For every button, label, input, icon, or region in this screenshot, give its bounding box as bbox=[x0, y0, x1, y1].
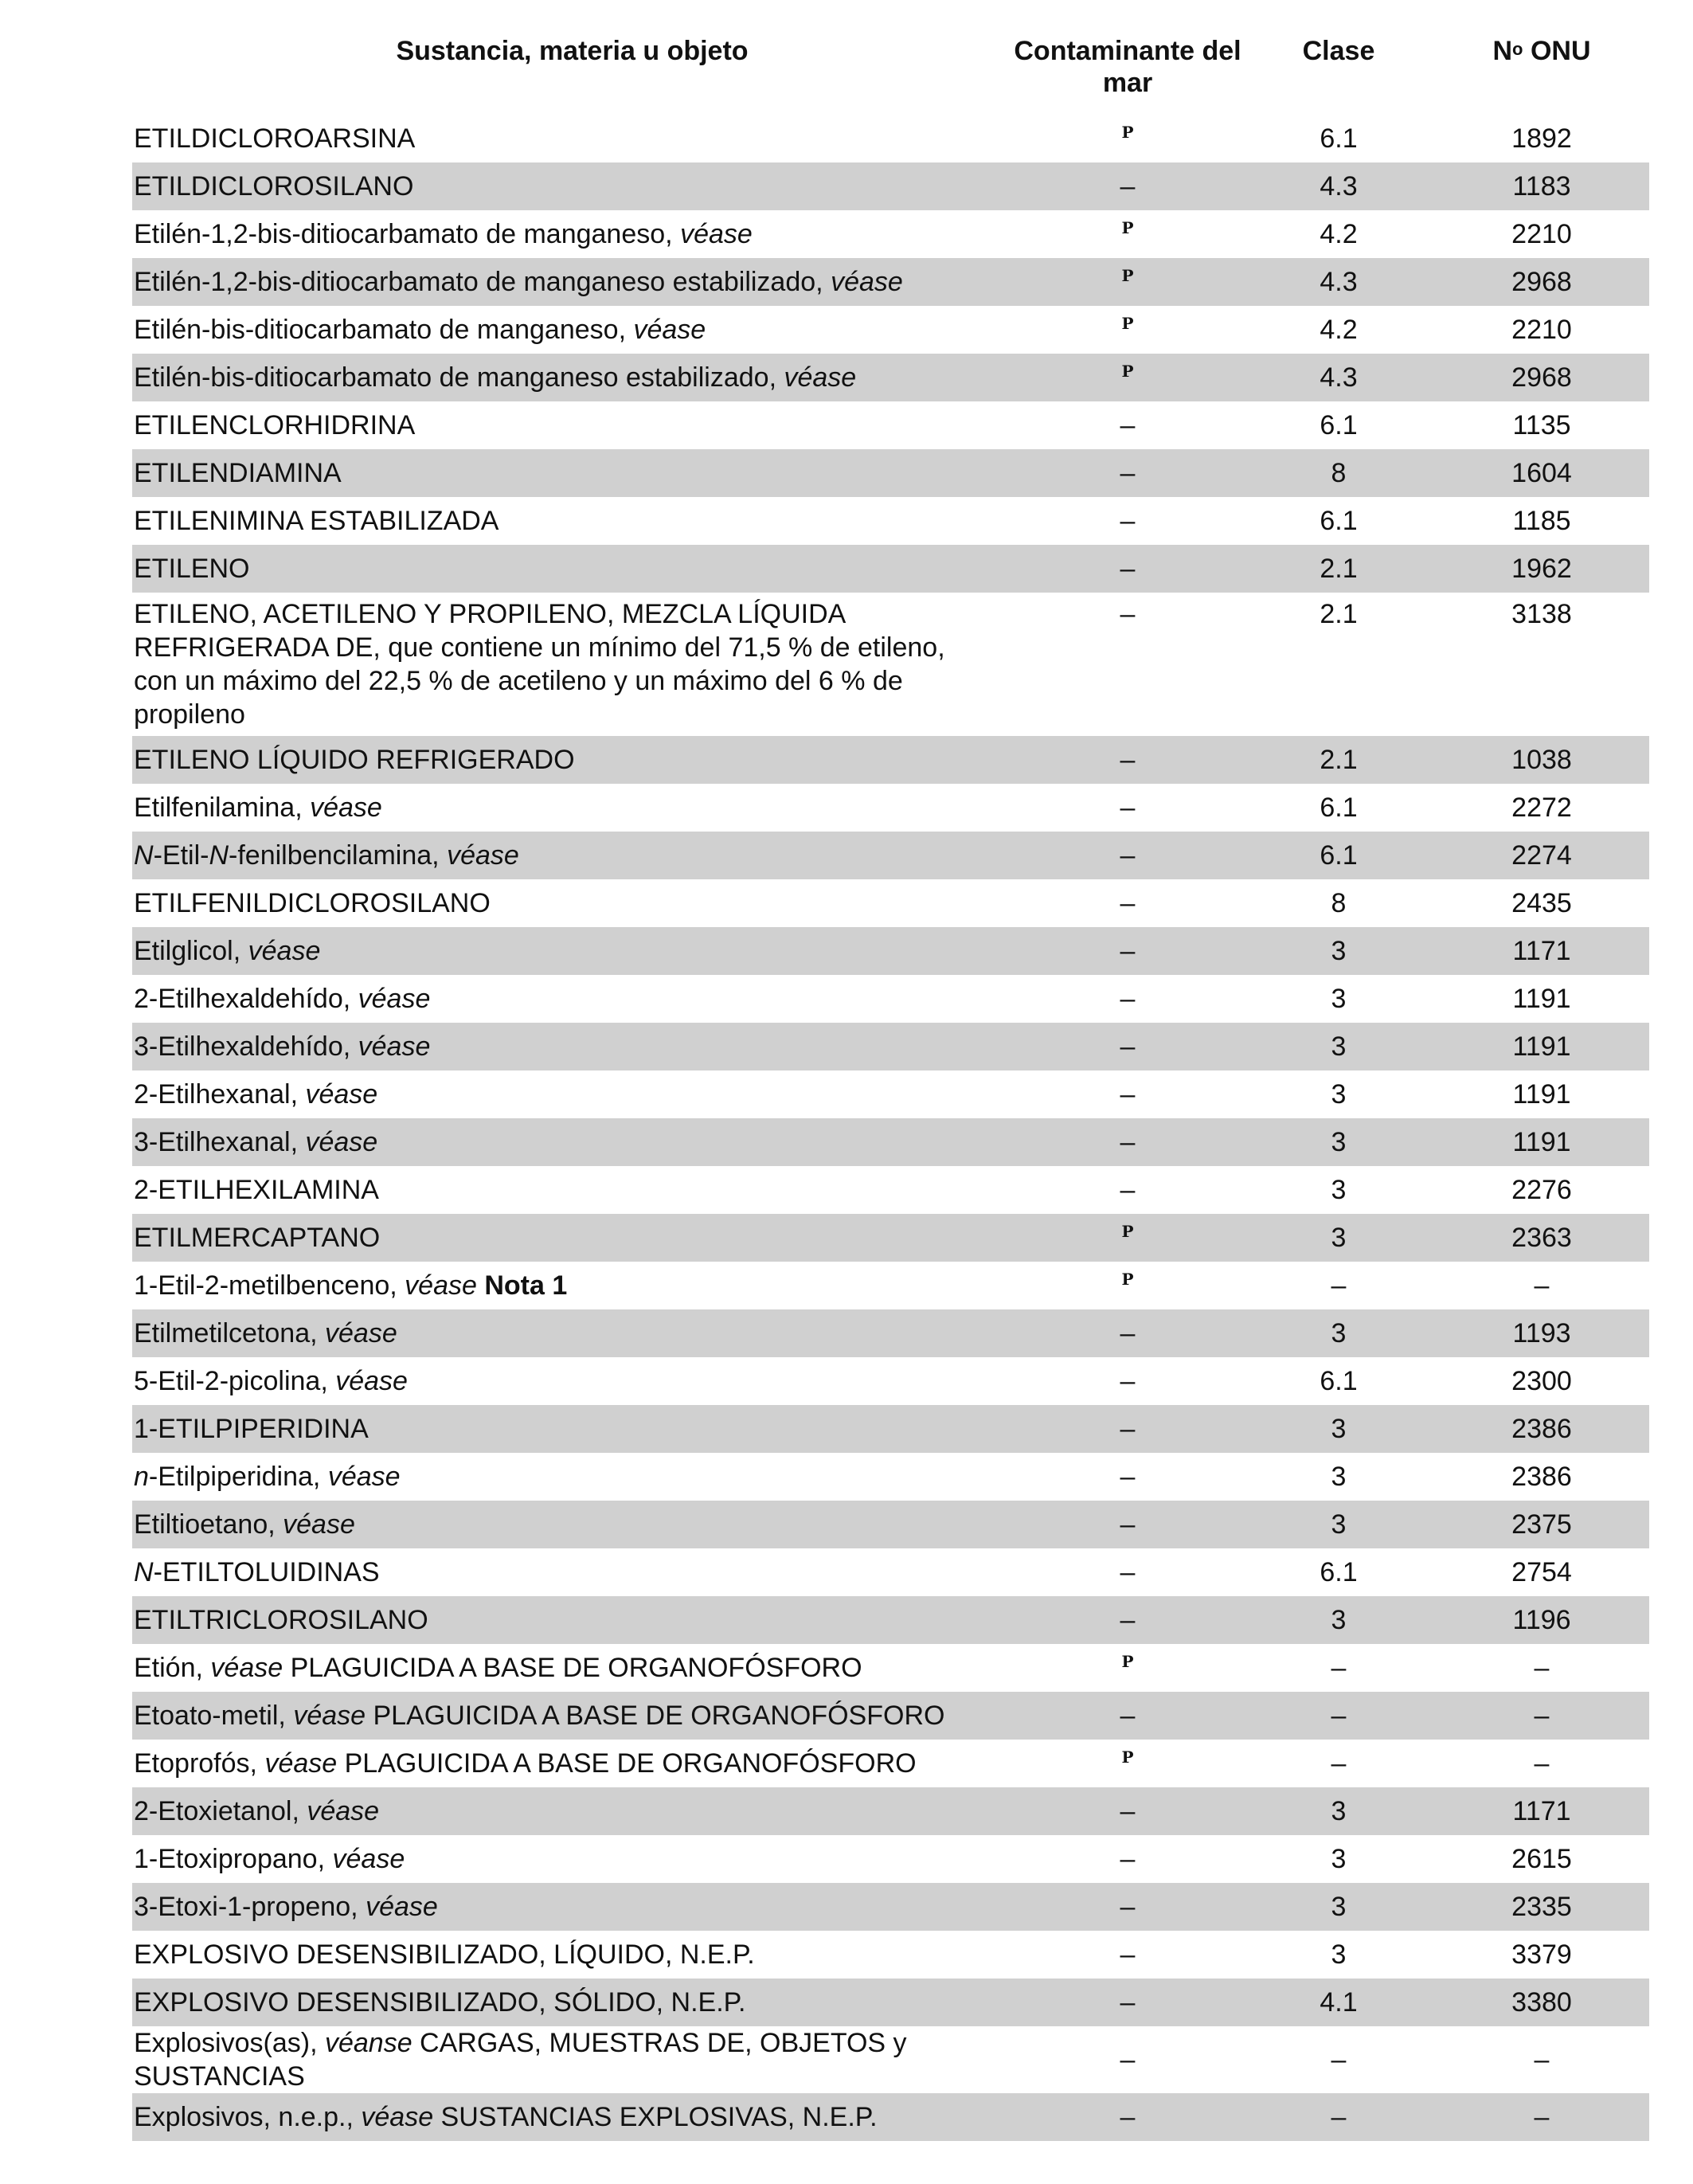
cell-class: 4.3 bbox=[1243, 258, 1434, 306]
cell-un-number: 1196 bbox=[1434, 1596, 1649, 1644]
cell-un-number: 2210 bbox=[1511, 219, 1572, 249]
cell-un-number: – bbox=[1434, 1692, 1649, 1740]
see-reference: véase bbox=[633, 315, 706, 345]
table-row bbox=[132, 1070, 1649, 1118]
header-substance: Sustancia, materia u objeto bbox=[396, 36, 749, 66]
cell-un-number: 1962 bbox=[1434, 545, 1649, 593]
cell-substance: ETILTRICLOROSILANO bbox=[132, 1596, 1012, 1644]
header-class: Clase bbox=[1302, 36, 1375, 66]
table-row bbox=[132, 210, 1649, 258]
marine-pollutant-mark: P bbox=[1121, 314, 1134, 333]
see-reference: véase bbox=[332, 1844, 405, 1874]
table-row bbox=[132, 115, 1649, 162]
cell-un-number: 2335 bbox=[1434, 1883, 1649, 1931]
table-header-row bbox=[132, 35, 1649, 115]
cell-un-number: 1191 bbox=[1512, 1079, 1571, 1110]
cell-class: 4.2 bbox=[1320, 315, 1358, 345]
cell-class: 6.1 bbox=[1320, 1366, 1358, 1396]
cell-marine-pollutant: – bbox=[1120, 1366, 1136, 1396]
cell-substance: 3-Etilhexanal, véase bbox=[132, 1118, 1012, 1166]
cell-un-number: – bbox=[1534, 1270, 1550, 1301]
cell-marine-pollutant: – bbox=[1120, 599, 1136, 629]
table-row bbox=[132, 258, 1649, 306]
see-reference: véase bbox=[283, 1509, 355, 1540]
cell-substance: ETILENO LÍQUIDO REFRIGERADO bbox=[132, 736, 1012, 784]
table-row bbox=[132, 1835, 1649, 1883]
table-row bbox=[132, 879, 1649, 927]
cell-class: 8 bbox=[1331, 888, 1347, 918]
cell-class: 4.2 bbox=[1320, 219, 1358, 249]
see-reference: véase bbox=[305, 1127, 378, 1157]
cell-substance: ETILENO bbox=[132, 545, 1012, 593]
table-row bbox=[132, 162, 1649, 210]
cell-marine-pollutant: – bbox=[1120, 1175, 1136, 1205]
cell-substance: Explosivos, n.e.p., véase SUSTANCIAS EXPLOSIVAS, N.E.P. bbox=[132, 2093, 1012, 2141]
cell-class: 3 bbox=[1331, 1844, 1347, 1874]
cell-substance: ETILENDIAMINA bbox=[132, 449, 1012, 497]
cell-marine-pollutant: – bbox=[1012, 1309, 1243, 1357]
cell-marine-pollutant: – bbox=[1012, 2093, 1243, 2141]
cell-class: 4.3 bbox=[1243, 162, 1434, 210]
marine-pollutant-mark: P bbox=[1121, 1748, 1134, 1767]
cell-marine-pollutant: – bbox=[1012, 1501, 1243, 1548]
marine-pollutant-mark: P bbox=[1121, 1222, 1134, 1241]
cell-substance: 3-Etoxi-1-propeno, véase bbox=[132, 1883, 1012, 1931]
cell-un-number: 3379 bbox=[1511, 1939, 1572, 1970]
cell-substance: Explosivos(as), véanse CARGAS, MUESTRAS DE, OBJETOS y SUSTANCIAS bbox=[134, 2028, 907, 2092]
table-row bbox=[132, 497, 1649, 545]
cell-un-number: 1191 bbox=[1512, 984, 1571, 1014]
see-reference: véase bbox=[358, 984, 431, 1014]
cell-class: 6.1 bbox=[1320, 410, 1358, 440]
cell-class: 3 bbox=[1243, 1118, 1434, 1166]
cell-substance: Etoato-metil, véase PLAGUICIDA A BASE DE ORGANOFÓSFORO bbox=[132, 1692, 1012, 1740]
cell-substance: Etilén-bis-ditiocarbamato de manganeso, véase bbox=[134, 315, 706, 345]
cell-substance: 2-Etoxietanol, véase bbox=[132, 1787, 1012, 1835]
document-page bbox=[132, 35, 1649, 2141]
table-row bbox=[132, 1548, 1649, 1596]
table-row bbox=[132, 449, 1649, 497]
cell-marine-pollutant: – bbox=[1012, 162, 1243, 210]
cell-marine-pollutant: – bbox=[1012, 1787, 1243, 1835]
cell-class: 3 bbox=[1331, 984, 1347, 1014]
cell-marine-pollutant: – bbox=[1120, 410, 1136, 440]
table-row bbox=[132, 401, 1649, 449]
cell-substance: n-Etilpiperidina, véase bbox=[134, 1462, 401, 1492]
see-reference: véase bbox=[784, 362, 857, 393]
cell-un-number: 2615 bbox=[1511, 1844, 1572, 1874]
cell-marine-pollutant: – bbox=[1012, 1023, 1243, 1070]
cell-class: 3 bbox=[1243, 927, 1434, 975]
see-reference: véase bbox=[325, 1318, 397, 1348]
cell-class: – bbox=[1331, 1270, 1347, 1301]
see-reference: véase bbox=[358, 1031, 431, 1062]
table-row bbox=[132, 975, 1649, 1023]
cell-class: 6.1 bbox=[1320, 506, 1358, 536]
header-marine-pollutant: Contaminante del mar bbox=[1014, 36, 1241, 98]
see-reference: véase bbox=[293, 1701, 366, 1731]
cell-class: 6.1 bbox=[1320, 793, 1358, 823]
cell-class: – bbox=[1243, 2093, 1434, 2141]
cell-class: 3 bbox=[1243, 1405, 1434, 1453]
cell-class: – bbox=[1331, 2045, 1347, 2075]
see-reference: véase bbox=[831, 267, 903, 297]
cell-un-number: 2300 bbox=[1511, 1366, 1572, 1396]
cell-un-number: 1185 bbox=[1512, 506, 1571, 536]
cell-class: 3 bbox=[1243, 1596, 1434, 1644]
cell-marine-pollutant: – bbox=[1012, 1883, 1243, 1931]
cell-class: 2.1 bbox=[1243, 545, 1434, 593]
cell-substance: 2-ETILHEXILAMINA bbox=[134, 1175, 379, 1205]
table-row bbox=[132, 1979, 1649, 2026]
cell-substance: 1-ETILPIPERIDINA bbox=[132, 1405, 1012, 1453]
table-row bbox=[132, 736, 1649, 784]
cell-marine-pollutant bbox=[1012, 1214, 1243, 1262]
table-row bbox=[132, 927, 1649, 975]
table-row bbox=[132, 1931, 1649, 1979]
cell-class: 3 bbox=[1331, 1939, 1347, 1970]
cell-class: 3 bbox=[1331, 1462, 1347, 1492]
cell-substance: Etión, véase PLAGUICIDA A BASE DE ORGANOFÓSFORO bbox=[134, 1653, 862, 1683]
table-row bbox=[132, 306, 1649, 354]
cell-un-number: 2210 bbox=[1511, 315, 1572, 345]
cell-un-number: 1604 bbox=[1434, 449, 1649, 497]
cell-substance: ETILENIMINA ESTABILIZADA bbox=[134, 506, 499, 536]
cell-un-number: 2968 bbox=[1434, 258, 1649, 306]
table-row bbox=[132, 1405, 1649, 1453]
cell-class: – bbox=[1331, 1748, 1347, 1779]
cell-un-number: 1892 bbox=[1511, 123, 1572, 154]
cell-marine-pollutant: – bbox=[1012, 1118, 1243, 1166]
cell-marine-pollutant bbox=[1012, 354, 1243, 401]
cell-substance: 2-Etilhexaldehído, véase bbox=[134, 984, 431, 1014]
cell-marine-pollutant bbox=[1012, 115, 1243, 162]
cell-substance: EXPLOSIVO DESENSIBILIZADO, SÓLIDO, N.E.P. bbox=[132, 1979, 1012, 2026]
cell-substance: Etilén-1,2-bis-ditiocarbamato de manganeso estabilizado, véase bbox=[132, 258, 1012, 306]
cell-un-number: 1193 bbox=[1434, 1309, 1649, 1357]
see-reference: véase bbox=[248, 936, 321, 966]
cell-class: 6.1 bbox=[1320, 123, 1358, 154]
see-reference: véase bbox=[327, 1462, 401, 1492]
cell-marine-pollutant bbox=[1012, 1262, 1243, 1309]
cell-class: 3 bbox=[1243, 1023, 1434, 1070]
cell-marine-pollutant: – bbox=[1120, 1079, 1136, 1110]
cell-un-number: 1135 bbox=[1512, 410, 1571, 440]
cell-class: 6.1 bbox=[1243, 832, 1434, 879]
cell-substance: N-ETILTOLUIDINAS bbox=[134, 1557, 380, 1587]
table-row bbox=[132, 1357, 1649, 1405]
cell-class: 2.1 bbox=[1243, 736, 1434, 784]
table-body bbox=[132, 115, 1649, 2141]
table-row bbox=[132, 545, 1649, 593]
cell-marine-pollutant: – bbox=[1012, 1596, 1243, 1644]
table-row bbox=[132, 354, 1649, 401]
cell-class: 3 bbox=[1243, 1501, 1434, 1548]
cell-marine-pollutant bbox=[1012, 306, 1243, 354]
cell-marine-pollutant: – bbox=[1012, 1692, 1243, 1740]
table-row bbox=[132, 1740, 1649, 1787]
table-row bbox=[132, 1787, 1649, 1835]
cell-un-number: 1171 bbox=[1434, 1787, 1649, 1835]
cell-substance: ETILFENILDICLOROSILANO bbox=[134, 888, 491, 918]
cell-un-number: 2363 bbox=[1434, 1214, 1649, 1262]
marine-pollutant-mark: P bbox=[1121, 123, 1134, 142]
cell-un-number: 1183 bbox=[1434, 162, 1649, 210]
cell-substance: 1-Etil-2-metilbenceno, véase Nota 1 bbox=[134, 1270, 568, 1301]
marine-pollutant-mark: P bbox=[1121, 362, 1134, 381]
table-row bbox=[132, 1596, 1649, 1644]
table-row bbox=[132, 1644, 1649, 1692]
dangerous-goods-table bbox=[132, 35, 1649, 2141]
cell-substance: 3-Etilhexaldehído, véase bbox=[132, 1023, 1012, 1070]
table-row bbox=[132, 1692, 1649, 1740]
cell-un-number: 2386 bbox=[1511, 1462, 1572, 1492]
table-row bbox=[132, 1501, 1649, 1548]
see-reference: véase bbox=[307, 1796, 380, 1826]
cell-marine-pollutant: – bbox=[1012, 927, 1243, 975]
cell-un-number: 2968 bbox=[1434, 354, 1649, 401]
cell-class: – bbox=[1243, 1692, 1434, 1740]
cell-class: 4.3 bbox=[1243, 354, 1434, 401]
cell-substance: EXPLOSIVO DESENSIBILIZADO, LÍQUIDO, N.E.P. bbox=[134, 1939, 755, 1970]
cell-class: 8 bbox=[1243, 449, 1434, 497]
cell-marine-pollutant: – bbox=[1120, 888, 1136, 918]
cell-substance: ETILENCLORHIDRINA bbox=[134, 410, 416, 440]
table-row bbox=[132, 1214, 1649, 1262]
cell-substance: N-Etil-N-fenilbencilamina, véase bbox=[132, 832, 1012, 879]
cell-un-number: – bbox=[1534, 1748, 1550, 1779]
marine-pollutant-mark: P bbox=[1121, 218, 1134, 237]
cell-un-number: 2375 bbox=[1434, 1501, 1649, 1548]
cell-un-number: 3138 bbox=[1511, 599, 1572, 629]
cell-class: 3 bbox=[1243, 1883, 1434, 1931]
table-row bbox=[132, 1023, 1649, 1070]
cell-marine-pollutant bbox=[1012, 210, 1243, 258]
cell-substance: Etilmetilcetona, véase bbox=[132, 1309, 1012, 1357]
cell-marine-pollutant: – bbox=[1120, 984, 1136, 1014]
cell-marine-pollutant: – bbox=[1120, 2045, 1136, 2075]
table-row bbox=[132, 1453, 1649, 1501]
cell-un-number: 3380 bbox=[1434, 1979, 1649, 2026]
cell-class: 4.1 bbox=[1243, 1979, 1434, 2026]
see-reference: véase bbox=[680, 219, 753, 249]
see-reference: véanse bbox=[324, 2028, 412, 2058]
cell-un-number: – bbox=[1434, 2093, 1649, 2141]
cell-marine-pollutant bbox=[1012, 1644, 1243, 1692]
table-row bbox=[132, 1166, 1649, 1214]
cell-marine-pollutant: – bbox=[1120, 1844, 1136, 1874]
table-row bbox=[132, 2093, 1649, 2141]
cell-un-number: – bbox=[1534, 1653, 1550, 1683]
cell-marine-pollutant: – bbox=[1120, 506, 1136, 536]
table-row bbox=[132, 1262, 1649, 1309]
table-row bbox=[132, 832, 1649, 879]
see-reference: véase bbox=[447, 840, 519, 871]
note-reference: Nota 1 bbox=[484, 1270, 568, 1301]
cell-class: 2.1 bbox=[1320, 599, 1358, 629]
cell-marine-pollutant: – bbox=[1012, 449, 1243, 497]
cell-substance: ETILMERCAPTANO bbox=[132, 1214, 1012, 1262]
cell-un-number: 1171 bbox=[1434, 927, 1649, 975]
table-row bbox=[132, 593, 1649, 736]
cell-substance: ETILDICLOROSILANO bbox=[132, 162, 1012, 210]
cell-class: 3 bbox=[1331, 1079, 1347, 1110]
cell-un-number: 2754 bbox=[1511, 1557, 1572, 1587]
cell-marine-pollutant: – bbox=[1120, 793, 1136, 823]
cell-un-number: 1191 bbox=[1434, 1118, 1649, 1166]
cell-marine-pollutant bbox=[1012, 1740, 1243, 1787]
table-row bbox=[132, 2026, 1649, 2093]
see-reference: véase bbox=[335, 1366, 408, 1396]
cell-un-number: – bbox=[1534, 2045, 1550, 2075]
cell-un-number: 1038 bbox=[1434, 736, 1649, 784]
cell-marine-pollutant bbox=[1012, 258, 1243, 306]
cell-substance: Etilén-bis-ditiocarbamato de manganeso estabilizado, véase bbox=[132, 354, 1012, 401]
table-row bbox=[132, 784, 1649, 832]
cell-class: 3 bbox=[1243, 1214, 1434, 1262]
marine-pollutant-mark: P bbox=[1121, 1652, 1134, 1671]
cell-substance: Etoprofós, véase PLAGUICIDA A BASE DE ORGANOFÓSFORO bbox=[134, 1748, 917, 1779]
cell-class: 3 bbox=[1331, 1175, 1347, 1205]
cell-un-number: 1191 bbox=[1434, 1023, 1649, 1070]
see-reference: véase bbox=[264, 1748, 338, 1779]
cell-class: 6.1 bbox=[1320, 1557, 1358, 1587]
cell-marine-pollutant: – bbox=[1012, 736, 1243, 784]
see-reference: véase bbox=[405, 1270, 477, 1301]
cell-class: 3 bbox=[1243, 1309, 1434, 1357]
cell-substance: 1-Etoxipropano, véase bbox=[134, 1844, 405, 1874]
cell-marine-pollutant: – bbox=[1012, 1405, 1243, 1453]
cell-un-number: 2274 bbox=[1434, 832, 1649, 879]
cell-un-number: 2435 bbox=[1511, 888, 1572, 918]
table-row bbox=[132, 1309, 1649, 1357]
cell-marine-pollutant: – bbox=[1120, 1939, 1136, 1970]
cell-substance: Etilglicol, véase bbox=[132, 927, 1012, 975]
cell-substance: 5-Etil-2-picolina, véase bbox=[134, 1366, 408, 1396]
cell-marine-pollutant: – bbox=[1120, 1557, 1136, 1587]
see-reference: véase bbox=[310, 793, 382, 823]
header-un-number: $N^o$ ONU bbox=[1492, 36, 1591, 66]
cell-marine-pollutant: – bbox=[1120, 1462, 1136, 1492]
see-reference: véase bbox=[361, 2102, 434, 2132]
table-row bbox=[132, 1883, 1649, 1931]
marine-pollutant-mark: P bbox=[1121, 266, 1134, 285]
cell-substance: Etilfenilamina, véase bbox=[134, 793, 382, 823]
cell-substance: Etilén-1,2-bis-ditiocarbamato de manganeso, véase bbox=[134, 219, 753, 249]
cell-un-number: 2272 bbox=[1511, 793, 1572, 823]
see-reference: véase bbox=[305, 1079, 378, 1110]
table-row bbox=[132, 1118, 1649, 1166]
cell-marine-pollutant: – bbox=[1012, 1979, 1243, 2026]
cell-substance: ETILDICLOROARSINA bbox=[134, 123, 416, 154]
cell-class: 3 bbox=[1243, 1787, 1434, 1835]
cell-substance: 2-Etilhexanal, véase bbox=[134, 1079, 378, 1110]
cell-class: – bbox=[1331, 1653, 1347, 1683]
cell-substance: ETILENO, ACETILENO Y PROPILENO, MEZCLA LÍQUIDA REFRIGERADA DE, que contiene un mínimo del 71,5 % de etileno, con un máximo del 22,5 % de acetileno y un máximo del 6 % de propileno bbox=[134, 599, 945, 730]
marine-pollutant-mark: P bbox=[1121, 1270, 1134, 1289]
cell-marine-pollutant: – bbox=[1012, 545, 1243, 593]
cell-un-number: 2276 bbox=[1511, 1175, 1572, 1205]
cell-substance: Etiltioetano, véase bbox=[132, 1501, 1012, 1548]
cell-un-number: 2386 bbox=[1434, 1405, 1649, 1453]
cell-marine-pollutant: – bbox=[1012, 832, 1243, 879]
see-reference: véase bbox=[366, 1892, 438, 1922]
see-reference: véase bbox=[210, 1653, 283, 1683]
